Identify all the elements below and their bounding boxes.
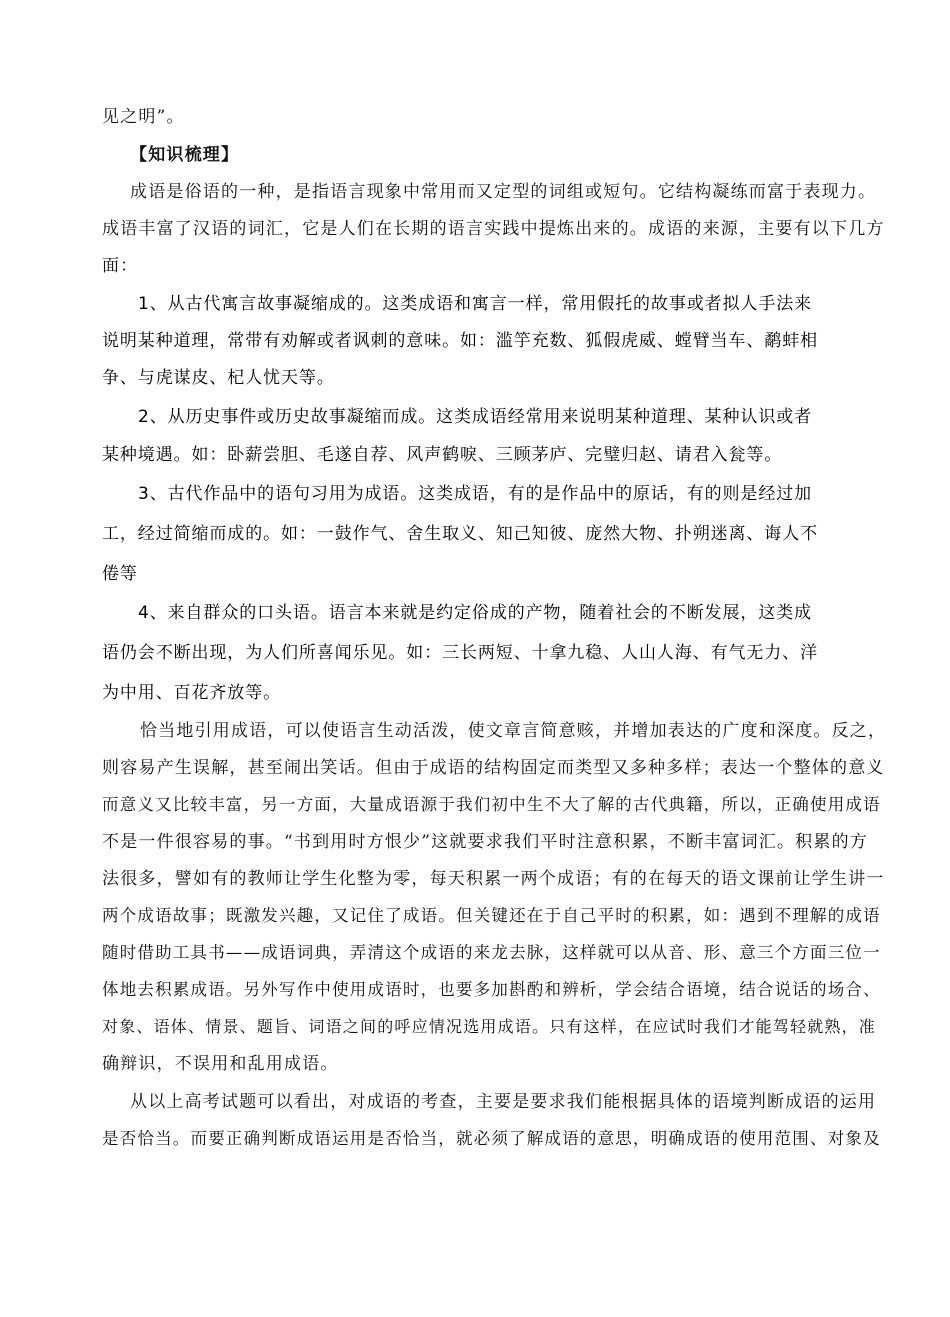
paragraph2-line-2: 是否恰当。而要正确判断成语运用是否恰当，就必须了解成语的意思，明确成语的使用范围、对象及 [102, 1129, 881, 1148]
text-line-5: 面： [102, 256, 139, 276]
list-item-4-line-1: 4、来自群众的口头语。语言本来就是约定俗成的产物，随着社会的不断发展，这类成 [138, 603, 813, 623]
paragraph-line-5: 法很多，譬如有的教师让学生化整为零，每天积累一两个成语；有的在每天的语文课前让学生讲一 [102, 869, 885, 889]
paragraph-line-8: 体地去积累成语。另外写作中使用成语时，也要多加斟酌和辨析，学会结合语境，结合说话的场合、 [102, 980, 881, 999]
text-line-1: 见之明”。 [102, 107, 185, 127]
list-item-3-line-3: 倦等 [102, 564, 138, 584]
paragraph-line-2: 则容易产生误解，甚至闹出笑话。但由于成语的结构固定而类型又多种多样；表达一个整体的意义 [102, 758, 885, 778]
list-item-4-line-2: 语仍会不断出现，为人们所喜闻乐见。如：三长两短、十拿九稳、人山人海、有气无力、洋 [102, 643, 818, 663]
text-line-3: 成语是俗语的一种，是指语言现象中常用而又定型的词组或短句。它结构凝练而富于表现力。 [130, 182, 877, 202]
text-line-4: 成语丰富了汉语的词汇，它是人们在长期的语言实践中提炼出来的。成语的来源，主要有以下几方 [102, 219, 885, 239]
paragraph-line-10: 确辩识，不误用和乱用成语。 [102, 1054, 339, 1074]
paragraph-line-6: 两个成语故事；既激发兴趣，又记住了成语。但关键还在于自己平时的积累，如：遇到不理解的成语 [102, 906, 881, 925]
paragraph-line-3: 而意义又比较丰富，另一方面，大量成语源于我们初中生不大了解的古代典籍，所以，正确使用成语 [102, 795, 881, 814]
paragraph-line-7: 随时借助工具书——成语词典，弄清这个成语的来龙去脉，这样就可以从音、形、意三个方面三位一 [102, 943, 881, 962]
section-heading: 【知识梳理】 [130, 145, 240, 165]
list-item-1-line-2: 说明某种道理，常带有劝解或者讽刺的意味。如：滥竽充数、狐假虎威、螳臂当车、鹬蚌相 [102, 331, 818, 351]
list-item-3-line-1: 3、古代作品中的语句习用为成语。这类成语，有的是作品中的原话，有的则是经过加 [138, 484, 813, 504]
list-item-2-line-2: 某种境遇。如：卧薪尝胆、毛遂自荐、风声鹤唳、三顾茅庐、完璧归赵、请君入瓮等。 [102, 445, 783, 465]
list-item-2-line-1: 2、从历史事件或历史故事凝缩而成。这类成语经常用来说明某种道理、某种认识或者 [138, 407, 813, 427]
paragraph2-line-1: 从以上高考试题可以看出，对成语的考查，主要是要求我们能根据具体的语境判断成语的运用 [130, 1092, 877, 1112]
list-item-4-line-3: 为中用、百花齐放等。 [102, 683, 281, 703]
list-item-1-line-3: 争、与虎谋皮、杞人忧天等。 [102, 368, 335, 388]
paragraph-line-4: 不是一件很容易的事。“书到用时方恨少”这就要求我们平时注意积累，不断丰富词汇。积累的方 [102, 832, 868, 852]
paragraph-line-1: 恰当地引用成语，可以使语言生动活泼，使文章言简意赅，并增加表达的广度和深度。反之， [140, 721, 887, 741]
list-item-1-line-1: 1、从古代寓言故事凝缩成的。这类成语和寓言一样，常用假托的故事或者拟人手法来 [138, 294, 813, 314]
list-item-3-line-2: 工，经过简缩而成的。如：一鼓作气、舍生取义、知己知彼、庞然大物、扑朔迷离、诲人不 [102, 524, 818, 544]
paragraph-line-9: 对象、语体、情景、题旨、词语之间的呼应情况选用成语。只有这样，在应试时我们才能驾轻就熟，准 [102, 1017, 877, 1036]
